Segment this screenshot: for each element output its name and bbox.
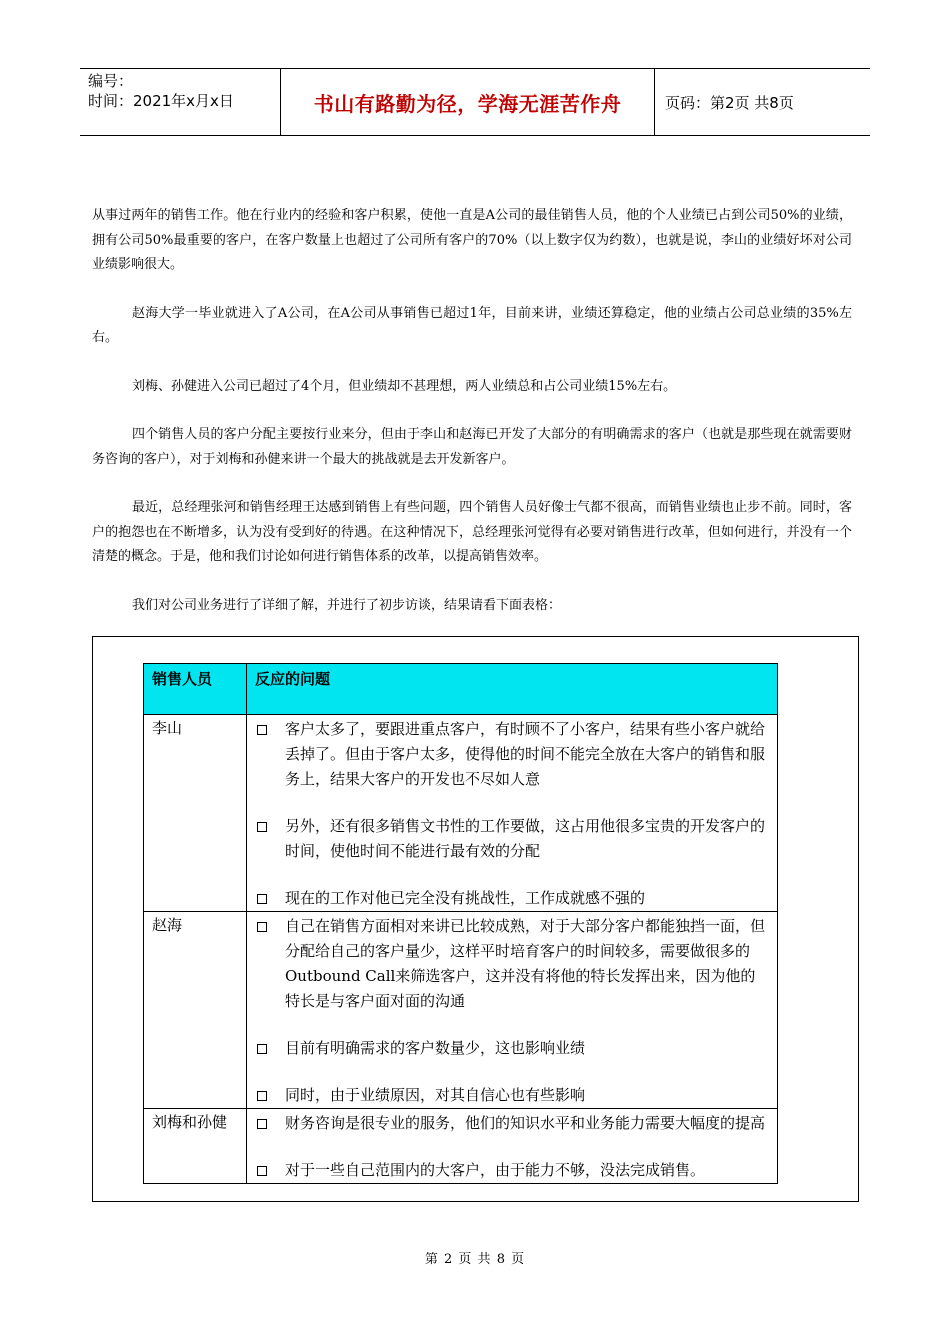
header-time-label: 时间：2021年x月x日 (88, 92, 234, 110)
paragraph: 我们对公司业务进行了详细了解，并进行了初步访谈，结果请看下面表格： (132, 597, 562, 613)
checkbox-icon (257, 1044, 267, 1054)
paragraph: 赵海大学一毕业就进入了A公司，在A公司从事销售已超过1年，目前来讲，业绩还算稳定，他的业绩占公司总业绩的35%左右。 (92, 305, 852, 345)
paragraph: 从事过两年的销售工作。他在行业内的经验和客户积累，使他一直是A公司的最佳销售人员，他的个人业绩已占到公司50%的业绩，拥有公司50%最重要的客户，在客户数量上也超过了公司所有客户的70%（以上数字仅为约数），也就是说，李山的业绩好坏对公司业绩影响很大。 (92, 208, 852, 272)
issue-text: 目前有明确需求的客户数量少，这也影响业绩 (285, 1039, 586, 1057)
header-motto: 书山有路勤为径，学海无涯苦作舟 (280, 69, 655, 135)
issue-text: 自己在销售方面相对来讲已比较成熟，对于大部分客户都能独挡一面，但分配给自己的客户量少，这样平时培育客户的时间较多，需要做很多的Outbound Call来筛选客户，这并没有将他的特长发挥出来，因为他的特长是与客户面对面的沟通 (285, 917, 766, 1010)
header-number-label: 编号： (88, 72, 134, 90)
paragraph: 刘梅、孙健进入公司已超过了4个月，但业绩却不甚理想，两人业绩总和占公司业绩15%左右。 (132, 378, 677, 394)
paragraph: 四个销售人员的客户分配主要按行业来分，但由于李山和赵海已开发了大部分的有明确需求的客户（也就是那些现在就需要财务咨询的客户），对于刘梅和孙健来讲一个最大的挑战就是去开发新客户。 (92, 427, 852, 467)
issue-item (255, 886, 769, 911)
issue-item (255, 914, 769, 1014)
table-row (144, 1109, 778, 1184)
table-row (144, 912, 778, 1109)
checkbox-icon (257, 725, 267, 735)
paragraph: 最近，总经理张河和销售经理王达感到销售上有些问题，四个销售人员好像士气都不很高，而销售业绩也止步不前。同时，客户的抱怨也在不断增多，认为没有受到好的待遇。在这种情况下，总经理张河觉得有必要对销售进行改革，但如何进行，并没有一个清楚的概念。于是，他和我们讨论如何进行销售体系的改革，以提高销售效率。 (92, 500, 852, 564)
salesperson-name: 赵海 (144, 912, 247, 1109)
issue-item (255, 814, 769, 864)
column-header-salesperson: 销售人员 (144, 664, 247, 715)
checkbox-icon (257, 822, 267, 832)
issue-list (247, 1109, 778, 1184)
checkbox-icon (257, 1166, 267, 1176)
header-page-info: 页码：第2页 共8页 (665, 93, 794, 112)
issue-text: 财务咨询是很专业的服务，他们的知识水平和业务能力需要大幅度的提高 (285, 1114, 766, 1132)
issue-item (255, 1111, 769, 1136)
salesperson-name: 刘梅和孙健 (144, 1109, 247, 1184)
issue-text: 同时，由于业绩原因，对其自信心也有些影响 (285, 1086, 586, 1104)
page-footer: 第 2 页 共 8 页 (424, 1252, 526, 1267)
issues-table (143, 663, 778, 1184)
page-header (80, 68, 870, 136)
checkbox-icon (257, 1119, 267, 1129)
issue-text: 现在的工作对他已完全没有挑战性，工作成就感不强的 (285, 889, 646, 907)
issue-list (247, 912, 778, 1109)
issue-item (255, 1036, 769, 1061)
header-meta (80, 69, 280, 135)
issue-item (255, 1083, 769, 1108)
issue-text: 另外，还有很多销售文书性的工作要做，这占用他很多宝贵的开发客户的时间，使他时间不能进行最有效的分配 (285, 817, 766, 860)
issue-list (247, 715, 778, 912)
checkbox-icon (257, 922, 267, 932)
checkbox-icon (257, 894, 267, 904)
salesperson-name: 李山 (144, 715, 247, 912)
issue-text: 对于一些自己范围内的大客户，由于能力不够，没法完成销售。 (285, 1161, 706, 1179)
issue-item (255, 717, 769, 792)
table-row (144, 715, 778, 912)
column-header-issues: 反应的问题 (247, 664, 778, 715)
body-text (92, 204, 852, 642)
issue-item (255, 1158, 769, 1183)
checkbox-icon (257, 1091, 267, 1101)
issue-text: 客户太多了，要跟进重点客户，有时顾不了小客户，结果有些小客户就给丢掉了。但由于客户太多，使得他的时间不能完全放在大客户的销售和服务上，结果大客户的开发也不尽如人意 (285, 720, 766, 788)
